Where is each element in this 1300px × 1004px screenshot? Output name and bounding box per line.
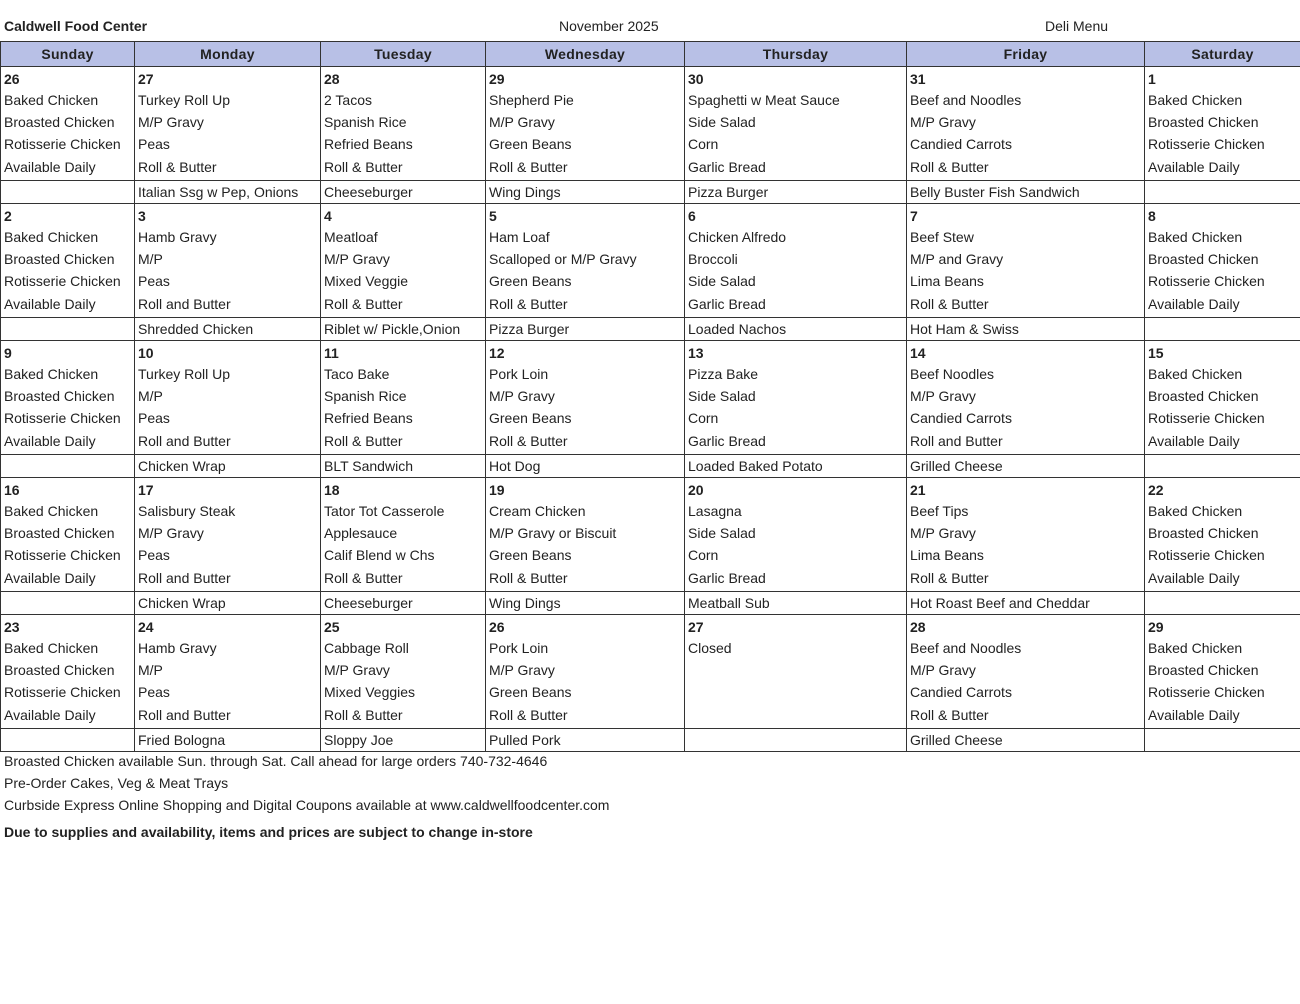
day-cell [685, 341, 907, 455]
day-cell [907, 615, 1145, 729]
date-number: 11 [324, 345, 339, 361]
date-number: 20 [688, 482, 704, 498]
menu-item: Roll & Butter [910, 569, 989, 586]
date-number: 13 [688, 345, 704, 361]
day-cell [486, 615, 685, 729]
menu-item: Hamb Gravy [138, 229, 217, 245]
menu-item: Roll and Butter [138, 295, 231, 312]
menu-item: Side Salad [688, 525, 756, 542]
day-header-tuesday: Tuesday [321, 42, 486, 67]
menu-item: M/P Gravy or Biscuit [489, 525, 617, 542]
menu-item: Refried Beans [324, 410, 413, 427]
menu-item: Candied Carrots [910, 684, 1012, 701]
menu-item: Lima Beans [910, 273, 984, 290]
sandwich-special: Belly Buster Fish Sandwich [907, 181, 1145, 204]
sandwich-special: Pizza Burger [685, 181, 907, 204]
sandwich-special: Fried Bologna [135, 729, 321, 752]
sandwich-special: Pizza Burger [486, 318, 685, 341]
menu-item: Spanish Rice [324, 388, 407, 405]
menu-item: Roll and Butter [138, 432, 231, 449]
footer-notes [4, 750, 609, 840]
menu-item: M/P Gravy [138, 114, 204, 131]
footer-preorder-note: Pre-Order Cakes, Veg & Meat Trays [4, 775, 229, 792]
day-cell [135, 615, 321, 729]
day-header-thursday: Thursday [685, 42, 907, 67]
menu-item: Green Beans [489, 273, 572, 290]
day-cell [486, 67, 685, 181]
menu-item: Applesauce [324, 525, 398, 542]
sandwich-special: Shredded Chicken [135, 318, 321, 341]
day-cell [486, 204, 685, 318]
menu-item: Available Daily [1148, 158, 1240, 175]
day-cell [1, 67, 135, 181]
menu-item: Available Daily [4, 158, 96, 175]
menu-item: Spaghetti w Meat Sauce [688, 92, 840, 108]
menu-item: Baked Chicken [1148, 366, 1243, 382]
sandwich-special: Riblet w/ Pickle,Onion [321, 318, 486, 341]
day-cell [1145, 478, 1300, 592]
date-number: 14 [910, 345, 926, 361]
day-cell [135, 341, 321, 455]
date-number: 27 [688, 619, 704, 635]
store-name: Caldwell Food Center [4, 18, 148, 34]
day-cell [321, 478, 486, 592]
menu-item: Peas [138, 684, 170, 701]
day-cell [486, 341, 685, 455]
menu-item: Broasted Chicken [4, 114, 115, 131]
sandwich-special [1, 729, 135, 752]
date-number: 30 [688, 71, 704, 87]
day-cell [1145, 615, 1300, 729]
sandwich-special: Cheeseburger [321, 181, 486, 204]
sandwich-special [1145, 181, 1300, 204]
week-row [1, 615, 1300, 729]
menu-item: Roll & Butter [489, 295, 568, 312]
menu-item: Rotisserie Chicken [4, 410, 121, 427]
date-number: 3 [138, 208, 146, 224]
date-number: 24 [138, 619, 154, 635]
sandwich-special: Wing Dings [486, 592, 685, 615]
day-header-saturday: Saturday [1145, 42, 1300, 67]
menu-item: M/P Gravy [910, 388, 976, 405]
day-cell [907, 341, 1145, 455]
date-number: 5 [489, 208, 497, 224]
date-number: 18 [324, 482, 340, 498]
menu-item: Baked Chicken [1148, 503, 1243, 519]
day-cell [1, 478, 135, 592]
menu-item: Baked Chicken [4, 640, 99, 656]
menu-item: Taco Bake [324, 366, 390, 382]
menu-item: Green Beans [489, 136, 572, 153]
sandwich-special [1145, 592, 1300, 615]
day-cell [1, 615, 135, 729]
sandwich-special: Grilled Cheese [907, 455, 1145, 478]
sandwich-special: Chicken Wrap [135, 455, 321, 478]
menu-item: Broasted Chicken [4, 388, 115, 405]
date-number: 29 [1148, 619, 1164, 635]
menu-item: Lasagna [688, 503, 742, 519]
menu-item: Roll & Butter [324, 569, 403, 586]
menu-item: Available Daily [4, 432, 96, 449]
date-number: 28 [324, 71, 340, 87]
menu-item: Calif Blend w Chs [324, 547, 435, 564]
menu-item: Roll & Butter [324, 432, 403, 449]
menu-item: Baked Chicken [4, 229, 99, 245]
menu-item: M/P Gravy [489, 388, 555, 405]
menu-item: Scalloped or M/P Gravy [489, 251, 637, 268]
week-row [1, 478, 1300, 592]
footer-curbside-note: Curbside Express Online Shopping and Digital Coupons available at www.caldwellfoodcenter.com [4, 797, 610, 814]
sandwich-special: Sloppy Joe [321, 729, 486, 752]
date-number: 23 [4, 619, 20, 635]
day-header-wednesday: Wednesday [486, 42, 685, 67]
sandwich-special [1, 592, 135, 615]
date-number: 26 [489, 619, 505, 635]
menu-item: M/P Gravy [910, 525, 976, 542]
menu-item: Baked Chicken [4, 503, 99, 519]
menu-item: Available Daily [4, 295, 96, 312]
day-cell [321, 615, 486, 729]
menu-item: Roll and Butter [910, 432, 1003, 449]
date-number: 12 [489, 345, 505, 361]
menu-item: Corn [688, 410, 719, 427]
day-cell [685, 204, 907, 318]
menu-item: Peas [138, 273, 170, 290]
day-cell [321, 67, 486, 181]
menu-item: Roll & Butter [910, 295, 989, 312]
menu-item: Spanish Rice [324, 114, 407, 131]
sandwich-special: Grilled Cheese [907, 729, 1145, 752]
menu-item: Broasted Chicken [1148, 525, 1259, 542]
menu-item: Garlic Bread [688, 432, 766, 449]
sandwich-special [1, 181, 135, 204]
menu-item: Roll and Butter [138, 569, 231, 586]
special-row [1, 592, 1300, 615]
menu-item: Rotisserie Chicken [1148, 410, 1265, 427]
menu-item: Baked Chicken [4, 366, 99, 382]
footer-broasted-note: Broasted Chicken available Sun. through Sat. Call ahead for large orders 740-732-4646 [4, 753, 548, 769]
date-number: 7 [910, 208, 918, 224]
special-row [1, 318, 1300, 341]
menu-item: Mixed Veggies [324, 684, 416, 701]
sandwich-special: BLT Sandwich [321, 455, 486, 478]
menu-item: Roll & Butter [910, 158, 989, 175]
menu-item: Baked Chicken [4, 92, 99, 108]
menu-item: Broasted Chicken [1148, 388, 1259, 405]
menu-item: Pork Loin [489, 640, 549, 656]
date-number: 19 [489, 482, 505, 498]
sandwich-special: Loaded Nachos [685, 318, 907, 341]
menu-item: Broasted Chicken [4, 662, 115, 679]
menu-item: Broasted Chicken [4, 251, 115, 268]
sandwich-special: Wing Dings [486, 181, 685, 204]
menu-item: Rotisserie Chicken [1148, 273, 1265, 290]
menu-item: Shepherd Pie [489, 92, 574, 108]
menu-item: Baked Chicken [1148, 92, 1243, 108]
month-title: November 2025 [559, 18, 659, 34]
sandwich-special: Hot Dog [486, 455, 685, 478]
date-number: 31 [910, 71, 926, 87]
menu-item: Peas [138, 136, 170, 153]
menu-item: M/P [138, 662, 163, 679]
menu-item: Rotisserie Chicken [4, 136, 121, 153]
sandwich-special [1, 455, 135, 478]
menu-item: Roll & Butter [324, 295, 403, 312]
day-cell [1, 341, 135, 455]
day-cell [135, 67, 321, 181]
menu-title: Deli Menu [1045, 18, 1109, 34]
menu-item: Pizza Bake [688, 366, 759, 382]
date-number: 21 [910, 482, 926, 498]
menu-item: Corn [688, 136, 719, 153]
menu-item: Closed [688, 640, 732, 656]
menu-item: Beef and Noodles [910, 640, 1022, 656]
menu-item: Available Daily [1148, 295, 1240, 312]
sandwich-special: Hot Ham & Swiss [907, 318, 1145, 341]
day-cell [907, 204, 1145, 318]
special-row [1, 455, 1300, 478]
menu-item: Broccoli [688, 251, 738, 268]
menu-item: Rotisserie Chicken [1148, 684, 1265, 701]
week-row [1, 204, 1300, 318]
footer-disclaimer: Due to supplies and availability, items and prices are subject to change in-store [4, 823, 533, 840]
sandwich-special: Chicken Wrap [135, 592, 321, 615]
date-number: 8 [1148, 208, 1156, 224]
menu-item: Cream Chicken [489, 503, 586, 519]
sandwich-special: Loaded Baked Potato [685, 455, 907, 478]
menu-item: Pork Loin [489, 366, 549, 382]
day-cell [135, 478, 321, 592]
menu-item: Rotisserie Chicken [4, 547, 121, 564]
date-number: 26 [4, 71, 20, 87]
day-cell [1, 204, 135, 318]
menu-item: Beef Tips [910, 503, 969, 519]
menu-item: Cabbage Roll [324, 640, 409, 656]
day-cell [685, 615, 907, 729]
menu-item: Chicken Alfredo [688, 229, 787, 245]
menu-item: Roll and Butter [138, 706, 231, 723]
date-number: 28 [910, 619, 926, 635]
menu-item: Broasted Chicken [1148, 251, 1259, 268]
special-row [1, 181, 1300, 204]
menu-item: Ham Loaf [489, 229, 550, 245]
day-cell [907, 67, 1145, 181]
menu-item: Turkey Roll Up [138, 366, 231, 382]
sandwich-special [1, 318, 135, 341]
menu-item: Tator Tot Casserole [324, 503, 445, 519]
sandwich-special: Pulled Pork [486, 729, 685, 752]
menu-item: Roll & Butter [489, 706, 568, 723]
menu-item: Rotisserie Chicken [1148, 136, 1265, 153]
sandwich-special: Hot Roast Beef and Cheddar [907, 592, 1145, 615]
date-number: 27 [138, 71, 154, 87]
date-number: 17 [138, 482, 154, 498]
menu-item: Peas [138, 410, 170, 427]
date-number: 29 [489, 71, 505, 87]
day-cell [486, 478, 685, 592]
menu-item: Beef Stew [910, 229, 974, 245]
menu-item: Rotisserie Chicken [1148, 547, 1265, 564]
menu-item: M/P Gravy [910, 662, 976, 679]
menu-item: M/P Gravy [489, 662, 555, 679]
menu-item: Hamb Gravy [138, 640, 217, 656]
menu-item: Roll & Butter [324, 706, 403, 723]
menu-item: M/P Gravy [138, 525, 204, 542]
sandwich-special [1145, 729, 1300, 752]
menu-item: M/P Gravy [324, 251, 390, 268]
day-cell [321, 204, 486, 318]
menu-item: Meatloaf [324, 229, 378, 245]
special-row [1, 729, 1300, 752]
week-row [1, 341, 1300, 455]
day-cell [907, 478, 1145, 592]
day-cell [685, 67, 907, 181]
day-cell [135, 204, 321, 318]
menu-item: Available Daily [4, 569, 96, 586]
menu-item: Broasted Chicken [4, 525, 115, 542]
menu-item: M/P [138, 388, 163, 405]
menu-item: Candied Carrots [910, 410, 1012, 427]
menu-item: Green Beans [489, 547, 572, 564]
menu-item: Available Daily [1148, 432, 1240, 449]
menu-item: Side Salad [688, 273, 756, 290]
day-header-monday: Monday [135, 42, 321, 67]
date-number: 6 [688, 208, 696, 224]
menu-item: Rotisserie Chicken [4, 273, 121, 290]
date-number: 9 [4, 345, 12, 361]
day-header-row [1, 42, 1300, 67]
menu-item: Available Daily [1148, 569, 1240, 586]
menu-item: M/P Gravy [324, 662, 390, 679]
date-number: 10 [138, 345, 154, 361]
day-header-sunday: Sunday [1, 42, 135, 67]
date-number: 2 [4, 208, 12, 224]
menu-item: Garlic Bread [688, 569, 766, 586]
menu-item: Available Daily [4, 706, 96, 723]
date-number: 15 [1148, 345, 1164, 361]
menu-item: Green Beans [489, 410, 572, 427]
day-cell [685, 478, 907, 592]
date-number: 16 [4, 482, 20, 498]
sandwich-special: Meatball Sub [685, 592, 907, 615]
menu-item: Peas [138, 547, 170, 564]
menu-item: Side Salad [688, 388, 756, 405]
menu-item: Corn [688, 547, 719, 564]
menu-item: M/P [138, 251, 163, 268]
day-cell [1145, 67, 1300, 181]
menu-item: Beef Noodles [910, 366, 995, 382]
menu-item: Roll & Butter [324, 158, 403, 175]
menu-item: Turkey Roll Up [138, 92, 231, 108]
week-row [1, 67, 1300, 181]
date-number: 4 [324, 208, 332, 224]
sandwich-special [1145, 318, 1300, 341]
menu-item: Garlic Bread [688, 295, 766, 312]
menu-item: Baked Chicken [1148, 229, 1243, 245]
menu-item: Candied Carrots [910, 136, 1012, 153]
sandwich-special [1145, 455, 1300, 478]
menu-item: Lima Beans [910, 547, 984, 564]
menu-item: Baked Chicken [1148, 640, 1243, 656]
sandwich-special: Cheeseburger [321, 592, 486, 615]
day-cell [1145, 204, 1300, 318]
menu-item: M/P and Gravy [910, 251, 1004, 268]
sandwich-special [685, 729, 907, 752]
menu-item: Broasted Chicken [1148, 662, 1259, 679]
menu-item: M/P Gravy [910, 114, 976, 131]
menu-item: Salisbury Steak [138, 503, 236, 519]
day-cell [1145, 341, 1300, 455]
menu-item: Side Salad [688, 114, 756, 131]
menu-item: Beef and Noodles [910, 92, 1022, 108]
date-number: 1 [1148, 71, 1156, 87]
menu-item: Available Daily [1148, 706, 1240, 723]
menu-item: Green Beans [489, 684, 572, 701]
menu-item: Roll & Butter [489, 569, 568, 586]
menu-item: Roll & Butter [489, 432, 568, 449]
menu-item: Garlic Bread [688, 158, 766, 175]
menu-item: Mixed Veggie [324, 273, 409, 290]
sandwich-special: Italian Ssg w Pep, Onions [135, 181, 321, 204]
menu-item: Rotisserie Chicken [4, 684, 121, 701]
menu-item: Roll & Butter [489, 158, 568, 175]
menu-item: Refried Beans [324, 136, 413, 153]
menu-calendar [0, 41, 1300, 752]
menu-item: M/P Gravy [489, 114, 555, 131]
menu-item: Roll & Butter [910, 706, 989, 723]
menu-item: 2 Tacos [324, 92, 372, 108]
menu-item: Roll & Butter [138, 158, 217, 175]
menu-item: Broasted Chicken [1148, 114, 1259, 131]
date-number: 22 [1148, 482, 1164, 498]
day-cell [321, 341, 486, 455]
calendar-body [1, 67, 1300, 752]
day-header-friday: Friday [907, 42, 1145, 67]
date-number: 25 [324, 619, 340, 635]
